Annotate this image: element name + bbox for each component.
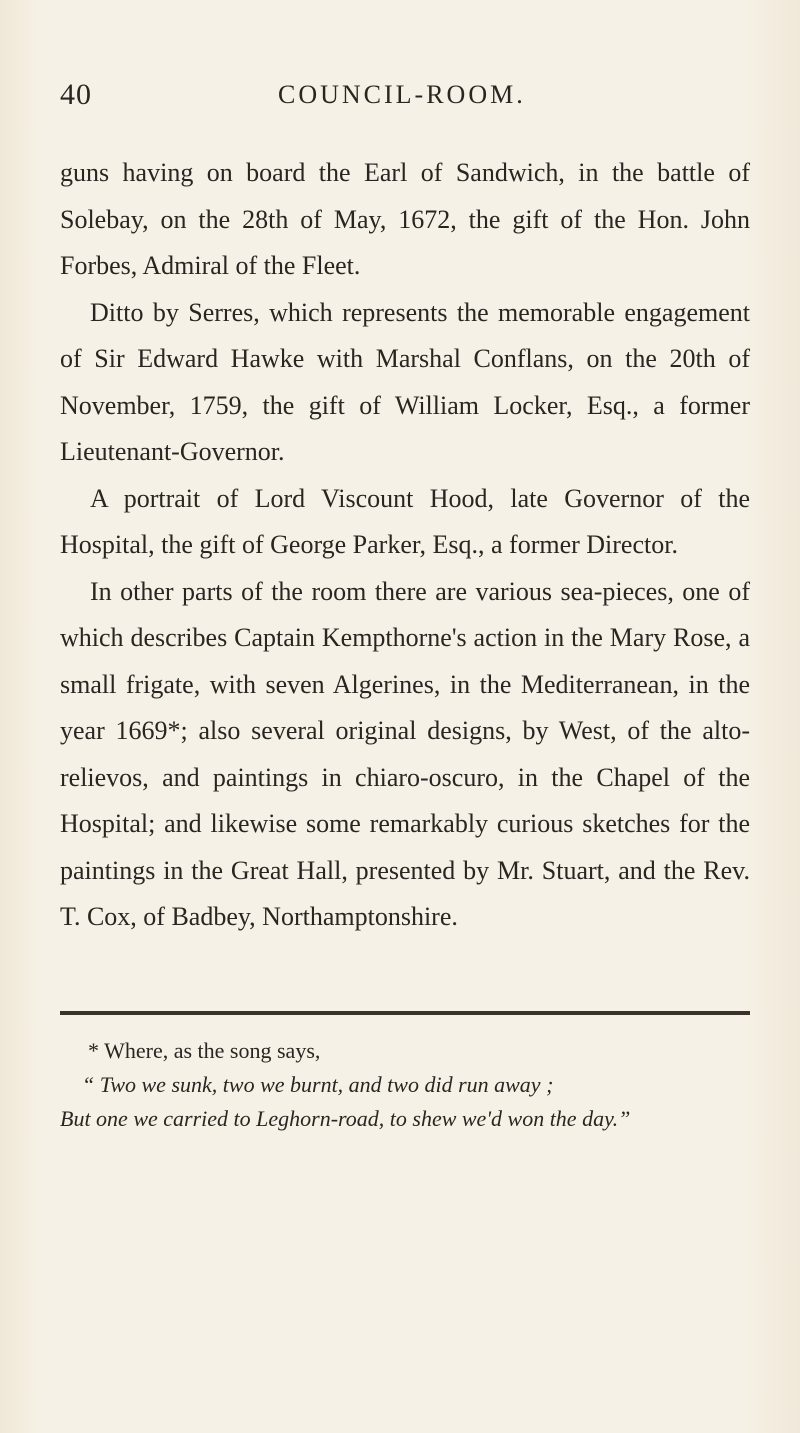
footnote-divider: [60, 1011, 750, 1015]
paragraph-serres-painting: Ditto by Serres, which represents the memorable engagement of Sir Edward Hawke with Marshal Conflans, on the 20th of November, 1759, the gift of William Locker, Esq., a former Lieutenant-Governor.: [60, 297, 750, 466]
footnote-verse-line-1: “ Two we sunk, two we burnt, and two did run away ;: [82, 1072, 554, 1097]
footnote: [60, 1034, 760, 1136]
footnote-intro: * Where, as the song says,: [88, 1038, 321, 1063]
page-header: [60, 78, 760, 118]
page-number: 40: [60, 78, 92, 111]
running-title: COUNCIL-ROOM.: [278, 80, 526, 109]
main-text: [60, 150, 750, 941]
paragraph-hood-portrait: A portrait of Lord Viscount Hood, late Governor of the Hospital, the gift of George Parker, Esq., a former Director.: [60, 483, 750, 559]
footnote-verse-line-2: But one we carried to Leghorn-road, to shew we'd won the day.”: [60, 1106, 631, 1131]
paragraph-continued: guns having on board the Earl of Sandwich, in the battle of Solebay, on the 28th of May, 1672, the gift of the Hon. John Forbes, Admiral of the Fleet.: [60, 158, 750, 280]
paragraph-sea-pieces: In other parts of the room there are various sea-pieces, one of which describes Captain Kempthorne's action in the Mary Rose, a small frigate, with seven Algerines, in the Mediterranean, in the year 1669*; also several original designs, by West, of the alto-relievos, and paintings in chiaro-oscuro, in the Chapel of the Hospital; and likewise some remarkably curious sketches for the paintings in the Great Hall, presented by Mr. Stuart, and the Rev. T. Cox, of Badbey, Northamptonshire.: [60, 576, 750, 931]
